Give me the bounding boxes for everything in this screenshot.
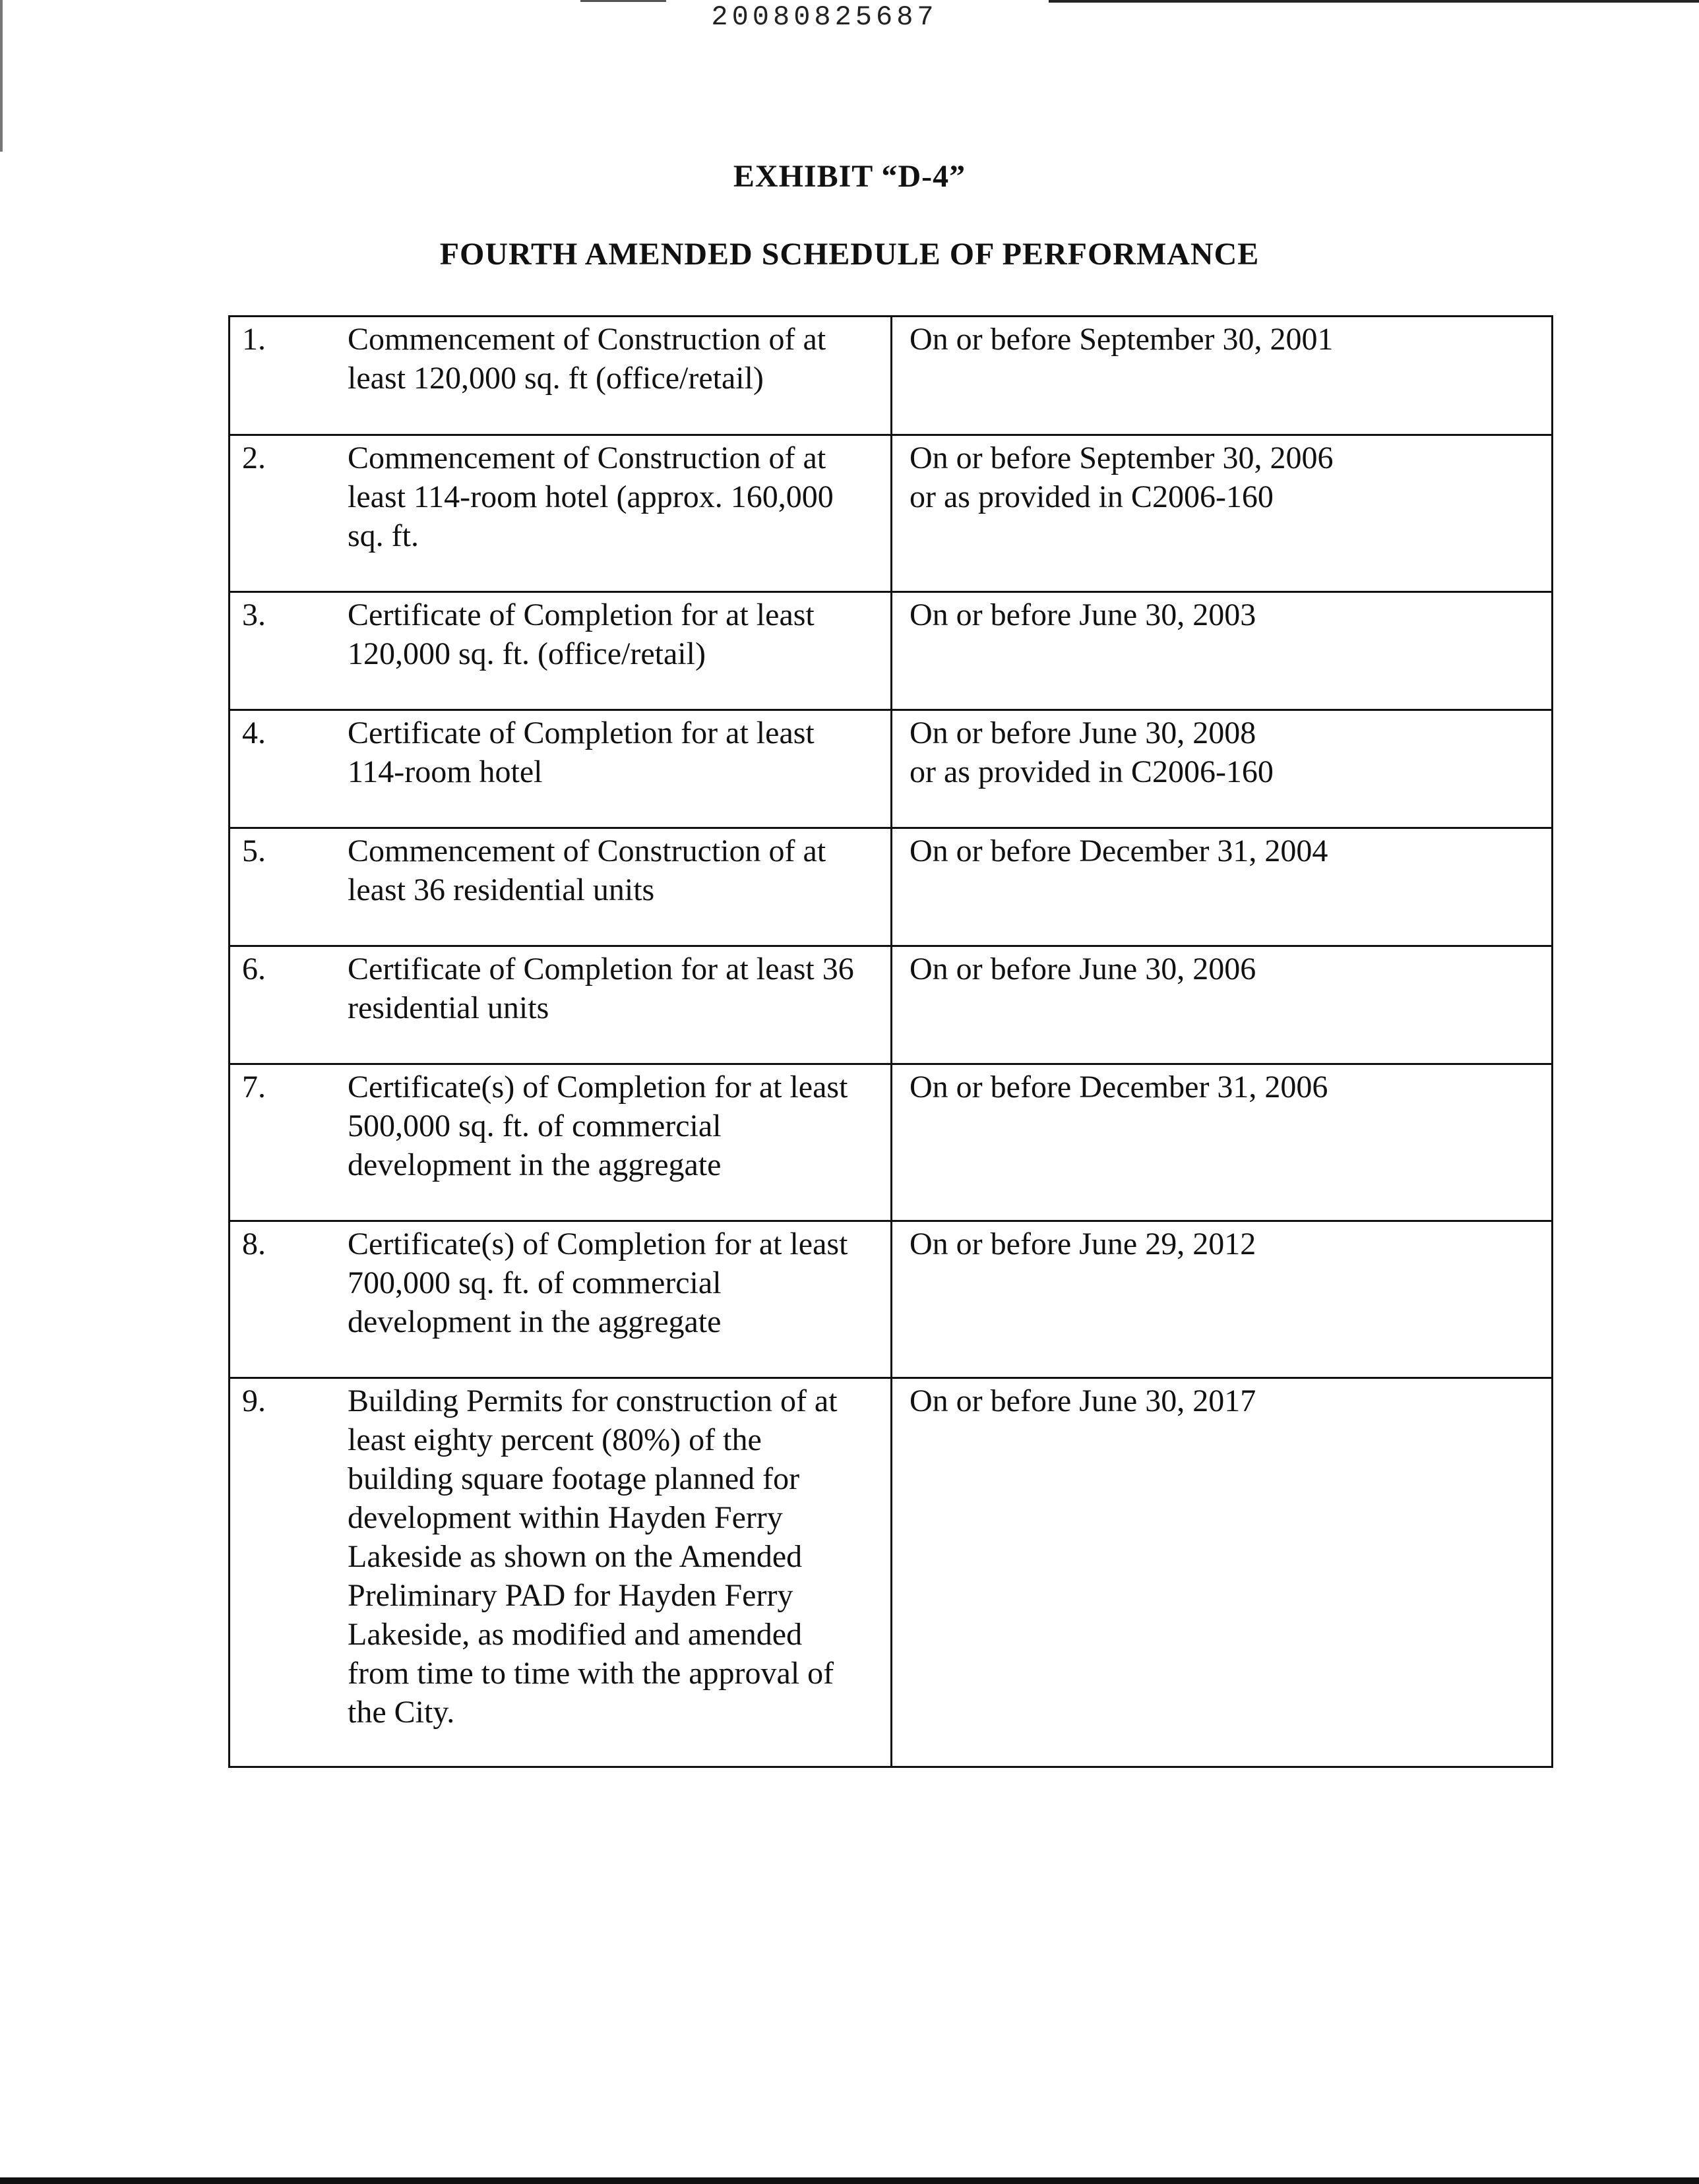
description-line: residential units [348, 990, 549, 1025]
description-line: sq. ft. [348, 518, 419, 553]
description-cell [230, 710, 892, 828]
table-row [230, 1064, 1553, 1221]
item-description [348, 950, 877, 1027]
item-number: 9. [242, 1383, 266, 1418]
description-cell [230, 1221, 892, 1378]
description-line: least 36 residential units [348, 872, 655, 907]
table-row [230, 592, 1553, 710]
description-line: Certificate(s) of Completion for at least [348, 1227, 848, 1261]
deadline-cell [892, 1378, 1553, 1767]
deadline-line: On or before December 31, 2006 [910, 1070, 1328, 1105]
item-description [348, 713, 877, 791]
item-number: 5. [242, 834, 266, 868]
description-line: least 120,000 sq. ft (office/retail) [348, 361, 764, 396]
description-line: Lakeside, as modified and amended [348, 1617, 803, 1652]
deadline-cell [892, 435, 1553, 592]
description-line: 500,000 sq. ft. of commercial [348, 1108, 722, 1143]
table-row [230, 828, 1553, 946]
deadline-line: On or before June 29, 2012 [910, 1227, 1256, 1261]
description-cell [230, 946, 892, 1064]
description-line: 114-room hotel [348, 754, 543, 789]
description-line: 700,000 sq. ft. of commercial [348, 1265, 722, 1300]
description-line: Commencement of Construction of at [348, 440, 826, 475]
table-row [230, 1221, 1553, 1378]
deadline-line: On or before June 30, 2008 [910, 715, 1256, 750]
description-line: Certificate of Completion for at least 36 [348, 952, 854, 986]
deadline-line: On or before June 30, 2006 [910, 952, 1256, 986]
description-line: Commencement of Construction of at [348, 322, 826, 357]
item-number: 8. [242, 1227, 266, 1261]
deadline-line: or as provided in C2006-160 [910, 754, 1274, 789]
item-number: 3. [242, 597, 266, 632]
description-cell [230, 1064, 892, 1221]
item-description [348, 320, 877, 398]
item-description [348, 1068, 877, 1184]
deadline-line: On or before December 31, 2004 [910, 834, 1328, 868]
item-description [348, 1225, 877, 1341]
deadline-cell [892, 1064, 1553, 1221]
item-number: 1. [242, 322, 266, 357]
deadline-cell [892, 710, 1553, 828]
deadline-line: On or before September 30, 2006 [910, 440, 1334, 475]
description-line: development in the aggregate [348, 1147, 722, 1182]
description-cell [230, 828, 892, 946]
description-line: Certificate of Completion for at least [348, 715, 815, 750]
table-row [230, 317, 1553, 435]
item-number: 4. [242, 715, 266, 750]
document-number: 20080825687 [711, 1, 938, 33]
schedule-title: FOURTH AMENDED SCHEDULE OF PERFORMANCE [439, 237, 1260, 272]
deadline-cell [892, 1221, 1553, 1378]
description-cell [230, 435, 892, 592]
description-line: least eighty percent (80%) of the [348, 1422, 762, 1457]
table-row [230, 710, 1553, 828]
description-cell [230, 592, 892, 710]
deadline-cell [892, 946, 1553, 1064]
description-line: Certificate of Completion for at least [348, 597, 815, 632]
schedule-table [228, 315, 1553, 1768]
description-cell [230, 1378, 892, 1767]
description-line: 120,000 sq. ft. (office/retail) [348, 636, 706, 671]
description-cell [230, 317, 892, 435]
scan-bottom-band [0, 2177, 1699, 2184]
deadline-cell [892, 317, 1553, 435]
table-row [230, 1378, 1553, 1767]
item-description [348, 832, 877, 909]
deadline-cell [892, 592, 1553, 710]
description-line: Building Permits for construction of at [348, 1383, 838, 1418]
description-line: development within Hayden Ferry [348, 1500, 783, 1535]
deadline-line: On or before September 30, 2001 [910, 322, 1334, 357]
description-line: development in the aggregate [348, 1304, 722, 1339]
deadline-line: On or before June 30, 2017 [910, 1383, 1256, 1418]
description-line: Commencement of Construction of at [348, 834, 826, 868]
description-line: Lakeside as shown on the Amended [348, 1539, 803, 1574]
table-row [230, 946, 1553, 1064]
description-line: Certificate(s) of Completion for at least [348, 1070, 848, 1105]
item-description [348, 595, 877, 673]
item-number: 6. [242, 952, 266, 986]
item-number: 2. [242, 440, 266, 475]
deadline-line: On or before June 30, 2003 [910, 597, 1256, 632]
table-row [230, 435, 1553, 592]
description-line: Preliminary PAD for Hayden Ferry [348, 1578, 793, 1613]
description-line: from time to time with the approval of [348, 1656, 834, 1691]
item-description [348, 1381, 877, 1732]
description-line: least 114-room hotel (approx. 160,000 [348, 479, 834, 514]
description-line: the City. [348, 1695, 455, 1730]
description-line: building square footage planned for [348, 1461, 800, 1496]
deadline-cell [892, 828, 1553, 946]
exhibit-title: EXHIBIT “D-4” [733, 159, 966, 194]
item-number: 7. [242, 1070, 266, 1105]
deadline-line: or as provided in C2006-160 [910, 479, 1274, 514]
item-description [348, 439, 877, 555]
